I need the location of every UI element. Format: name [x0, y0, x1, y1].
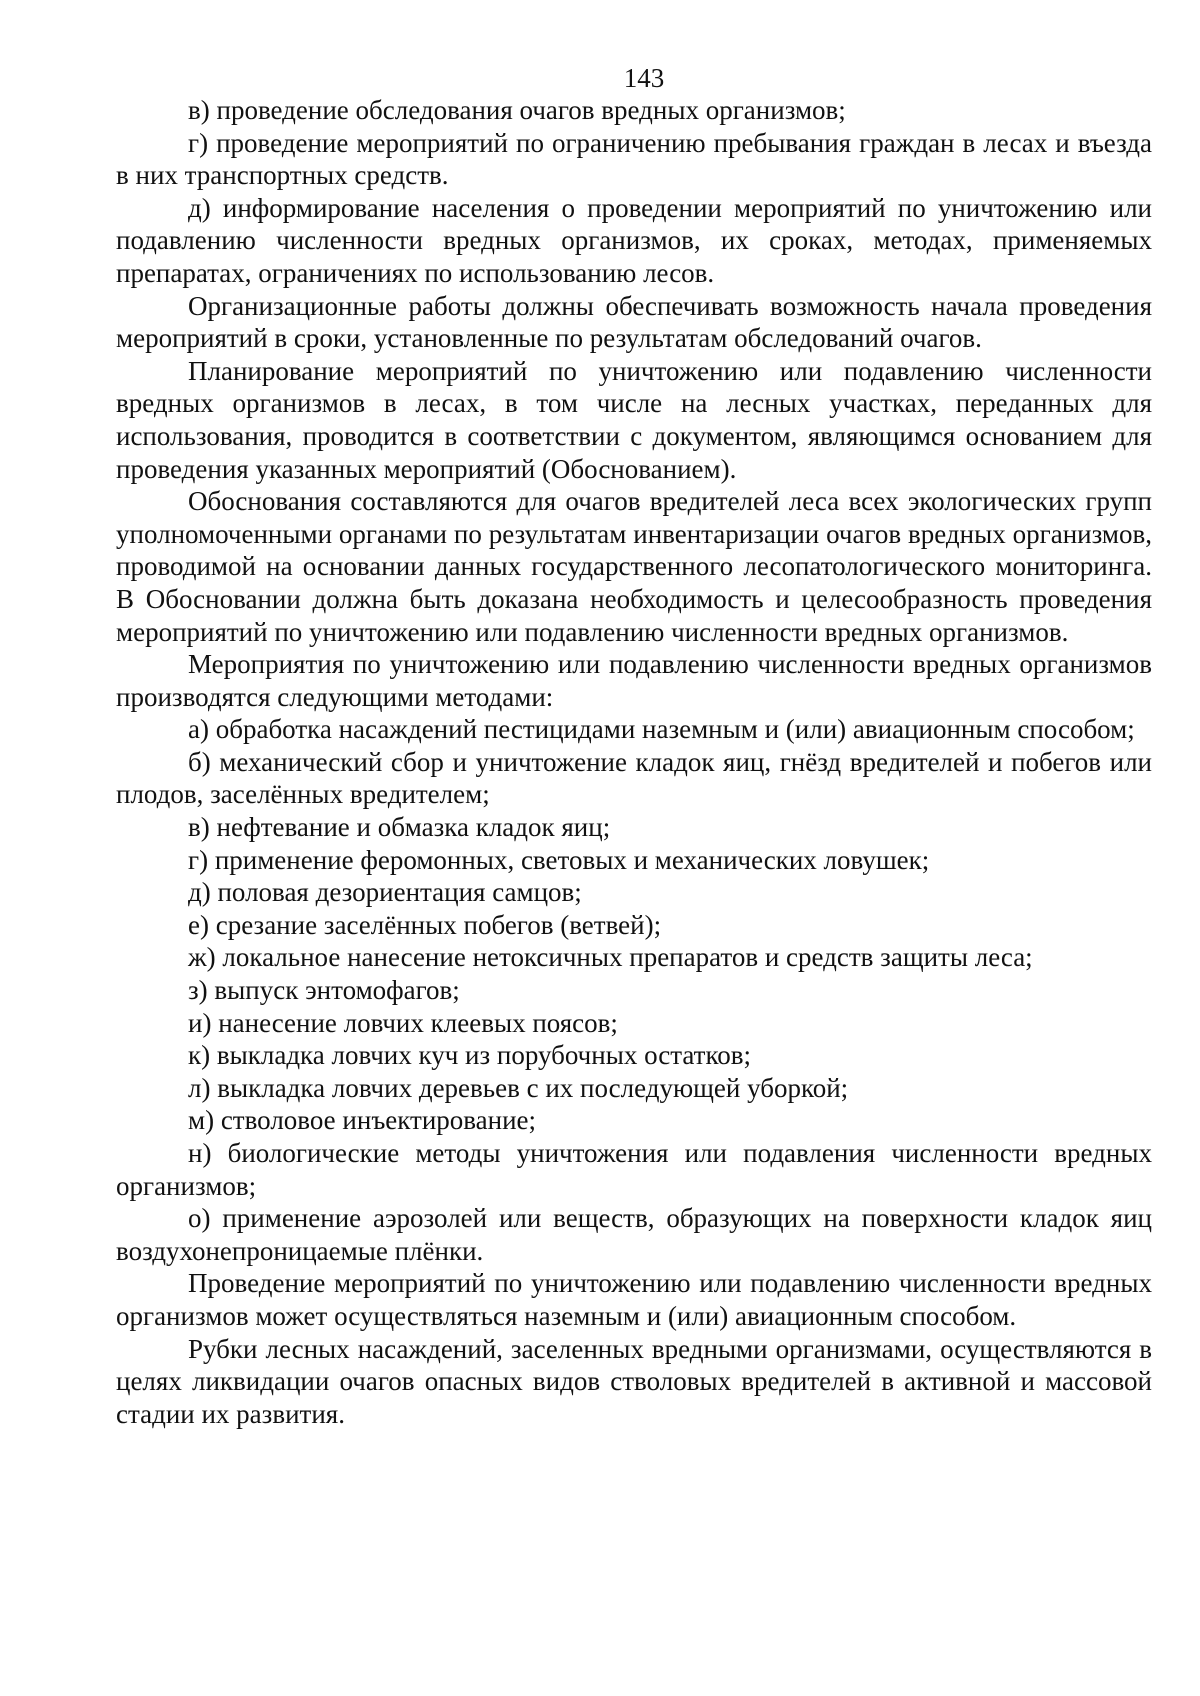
paragraph-organizational-work: Организационные работы должны обеспечивать возможность начала проведения мероприятий в сроки, установленные по результатам обследований очагов. [116, 290, 1152, 354]
method-item-k: к) выкладка ловчих куч из порубочных остатков; [188, 1040, 751, 1071]
method-item-d: д) половая дезориентация самцов; [188, 877, 582, 908]
method-item-l: л) выкладка ловчих деревьев с их последующей уборкой; [188, 1072, 849, 1103]
method-item-i: и) нанесение ловчих клеевых поясов; [188, 1007, 618, 1038]
method-item-n: н) биологические методы уничтожения или подавления численности вредных организмов; [116, 1138, 1152, 1201]
method-item-v: в) нефтевание и обмазка кладок яиц; [188, 812, 611, 843]
paragraph-felling: Рубки лесных насаждений, заселенных вредными организмами, осуществляются в целях ликвидации очагов опасных видов стволовых вредителей в активной и массовой стадии их развития. [116, 1333, 1152, 1429]
method-item-zh: ж) локальное нанесение нетоксичных препаратов и средств защиты леса; [188, 942, 1033, 973]
method-item-g: г) применение феромонных, световых и механических ловушек; [188, 844, 930, 875]
method-item-o: о) применение аэрозолей или веществ, образующих на поверхности кладок яиц воздухонепроницаемые плёнки. [116, 1203, 1152, 1266]
list-item-d-public-information: д) информирование населения о проведении мероприятий по уничтожению или подавлению численности вредных организмов, их сроках, методах, применяемых препаратах, ограничениях по использованию лесов. [116, 192, 1152, 288]
paragraph-implementation: Проведение мероприятий по уничтожению или подавлению численности вредных организмов может осуществляться наземным и (или) авиационным способом. [116, 1268, 1152, 1331]
list-item-v-survey: в) проведение обследования очагов вредных организмов; [188, 95, 846, 125]
page-number: 143 [623, 63, 665, 93]
method-item-e: е) срезание заселённых побегов (ветвей); [188, 909, 662, 940]
method-item-m: м) стволовое инъектирование; [188, 1105, 537, 1136]
paragraph-justification: Обоснования составляются для очагов вредителей леса всех экологических групп уполномоченными органами по результатам инвентаризации очагов вредных организмов, проводимой на основании данных государственного лесопатологического мониторинга. В Обосновании должна быть доказана необходимость и целесообразность проведения мероприятий по уничтожению или подавлению численности вредных организмов. [116, 486, 1152, 647]
paragraph-methods-intro: Мероприятия по уничтожению или подавлению численности вредных организмов производятся следующими методами: [116, 649, 1152, 712]
document-page [116, 62, 1152, 1430]
method-item-b: б) механический сбор и уничтожение кладок яиц, гнёзд вредителей и побегов или плодов, заселённых вредителем; [116, 746, 1152, 810]
paragraph-planning: Планирование мероприятий по уничтожению или подавлению численности вредных организмов в лесах, в том числе на лесных участках, переданных для использования, проводится в соответствии с документом, являющимся основанием для проведения указанных мероприятий (Обоснованием). [116, 355, 1152, 484]
list-item-g-access-restriction: г) проведение мероприятий по ограничению пребывания граждан в лесах и въезда в них транспортных средств. [116, 127, 1152, 191]
method-item-z: з) выпуск энтомофагов; [188, 975, 460, 1006]
method-item-a: а) обработка насаждений пестицидами наземным и (или) авиационным способом; [188, 714, 1135, 745]
